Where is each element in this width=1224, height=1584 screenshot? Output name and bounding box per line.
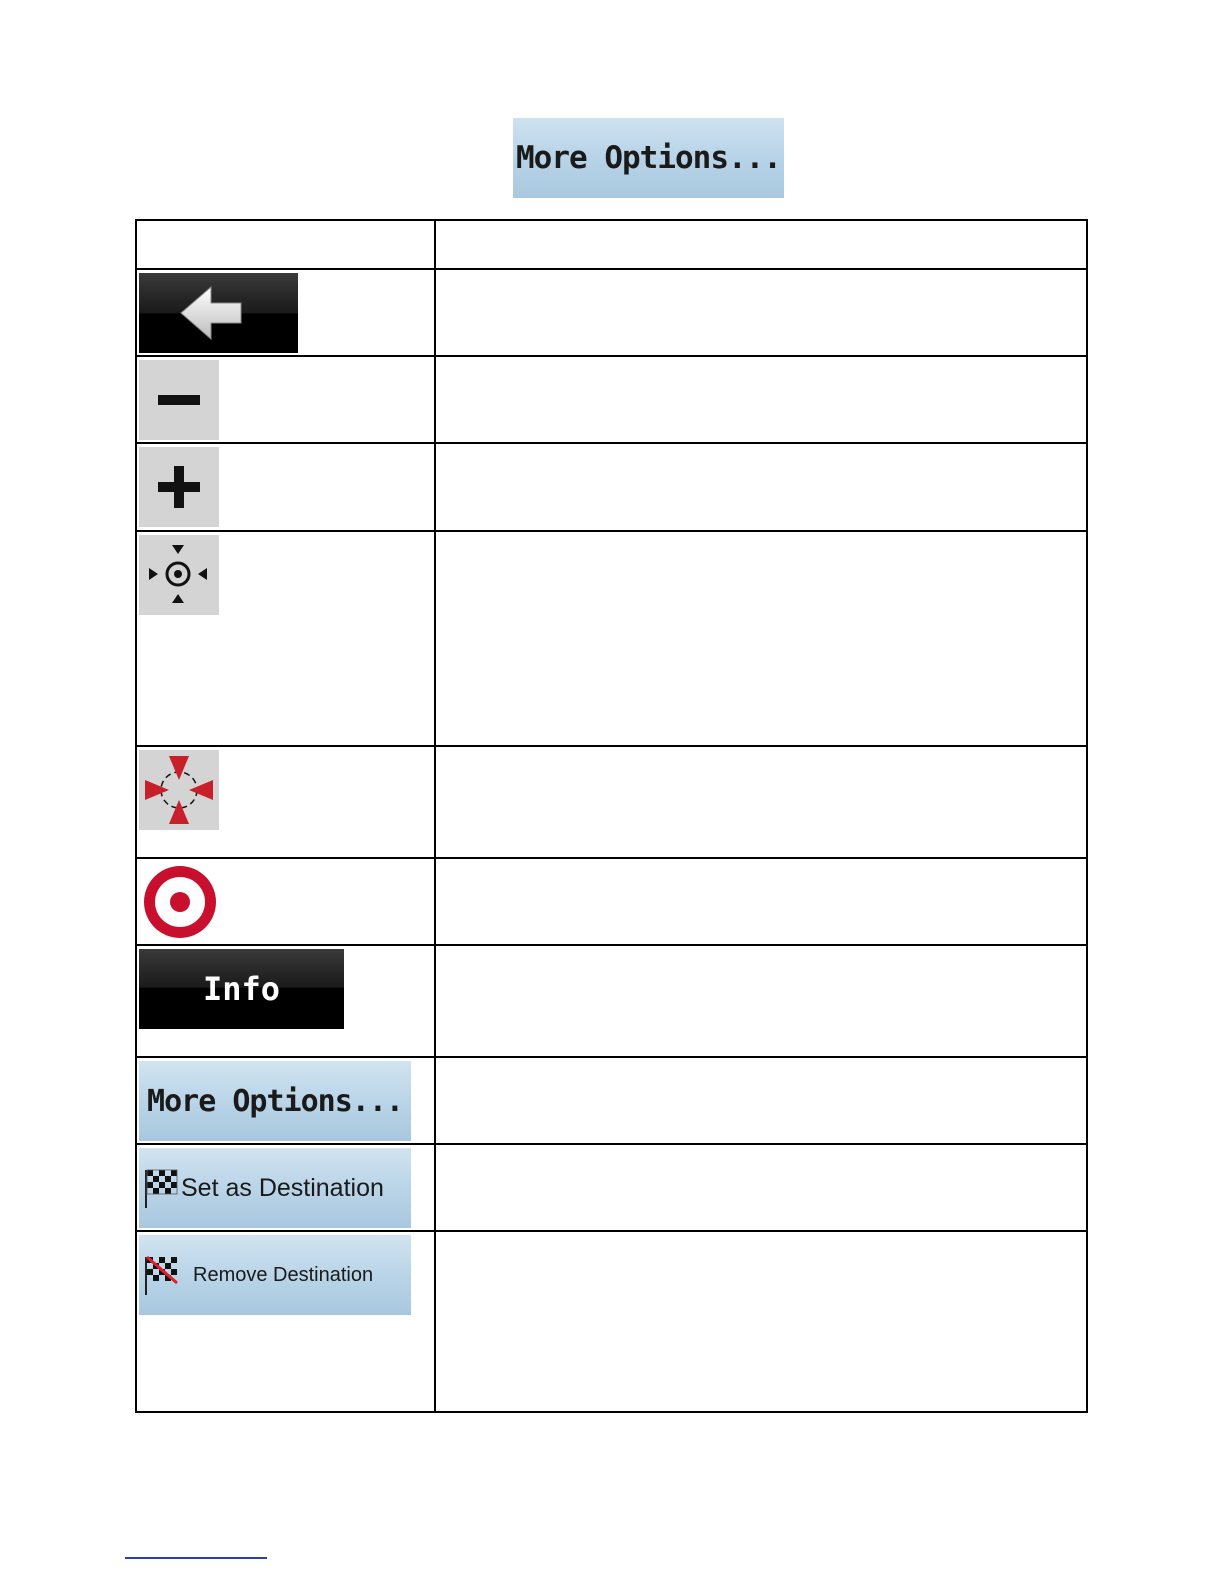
control-cell xyxy=(136,746,435,858)
control-cell xyxy=(136,443,435,531)
description-cell xyxy=(435,269,1087,356)
table-row xyxy=(136,531,1087,746)
set-as-destination-label: Set as Destination xyxy=(181,1173,384,1202)
description-cell xyxy=(435,1144,1087,1231)
return-to-position-button[interactable] xyxy=(139,535,219,615)
description-cell xyxy=(435,746,1087,858)
description-cell xyxy=(435,356,1087,443)
remove-flag-icon xyxy=(143,1253,179,1297)
table-row xyxy=(136,1231,1087,1412)
header-cell-control xyxy=(136,220,435,269)
remove-destination-label: Remove Destination xyxy=(193,1263,374,1286)
minus-icon xyxy=(139,360,219,440)
control-cell xyxy=(136,269,435,356)
control-cell xyxy=(136,1057,435,1144)
arrow-left-icon xyxy=(139,273,298,353)
control-cell xyxy=(136,531,435,746)
control-cell xyxy=(136,1231,435,1412)
checkered-flag-icon xyxy=(143,1166,179,1210)
remove-destination-button[interactable] xyxy=(139,1235,411,1315)
control-cell xyxy=(136,1144,435,1231)
plus-icon xyxy=(139,447,219,527)
table-row xyxy=(136,1144,1087,1231)
table-row xyxy=(136,269,1087,356)
description-cell xyxy=(435,858,1087,945)
zoom-in-button[interactable] xyxy=(139,447,219,527)
more-options-button[interactable]: More Options... xyxy=(139,1061,411,1141)
description-cell xyxy=(435,1057,1087,1144)
control-cell xyxy=(136,356,435,443)
return-to-cursor-button[interactable] xyxy=(139,750,219,830)
description-cell xyxy=(435,945,1087,1057)
control-cell xyxy=(136,858,435,945)
controls-table xyxy=(135,219,1088,1413)
table-row xyxy=(136,945,1087,1057)
zoom-out-button[interactable] xyxy=(139,360,219,440)
set-as-destination-button[interactable] xyxy=(139,1148,411,1228)
description-cell xyxy=(435,443,1087,531)
position-crosshair-icon xyxy=(139,535,219,615)
table-row xyxy=(136,1057,1087,1144)
table-row xyxy=(136,746,1087,858)
table-row xyxy=(136,858,1087,945)
more-options-header-button[interactable]: More Options... xyxy=(513,118,784,198)
target-icon xyxy=(143,865,217,939)
table-row xyxy=(136,356,1087,443)
control-cell xyxy=(136,945,435,1057)
info-button[interactable]: Info xyxy=(139,949,344,1029)
cursor-crosshair-icon xyxy=(139,750,219,830)
table-header-row xyxy=(136,220,1087,269)
header-cell-description xyxy=(435,220,1087,269)
footer-link-underline xyxy=(125,1557,267,1559)
back-button[interactable] xyxy=(139,273,298,353)
table-row xyxy=(136,443,1087,531)
cursor-target-marker xyxy=(143,865,217,939)
description-cell xyxy=(435,1231,1087,1412)
description-cell xyxy=(435,531,1087,746)
